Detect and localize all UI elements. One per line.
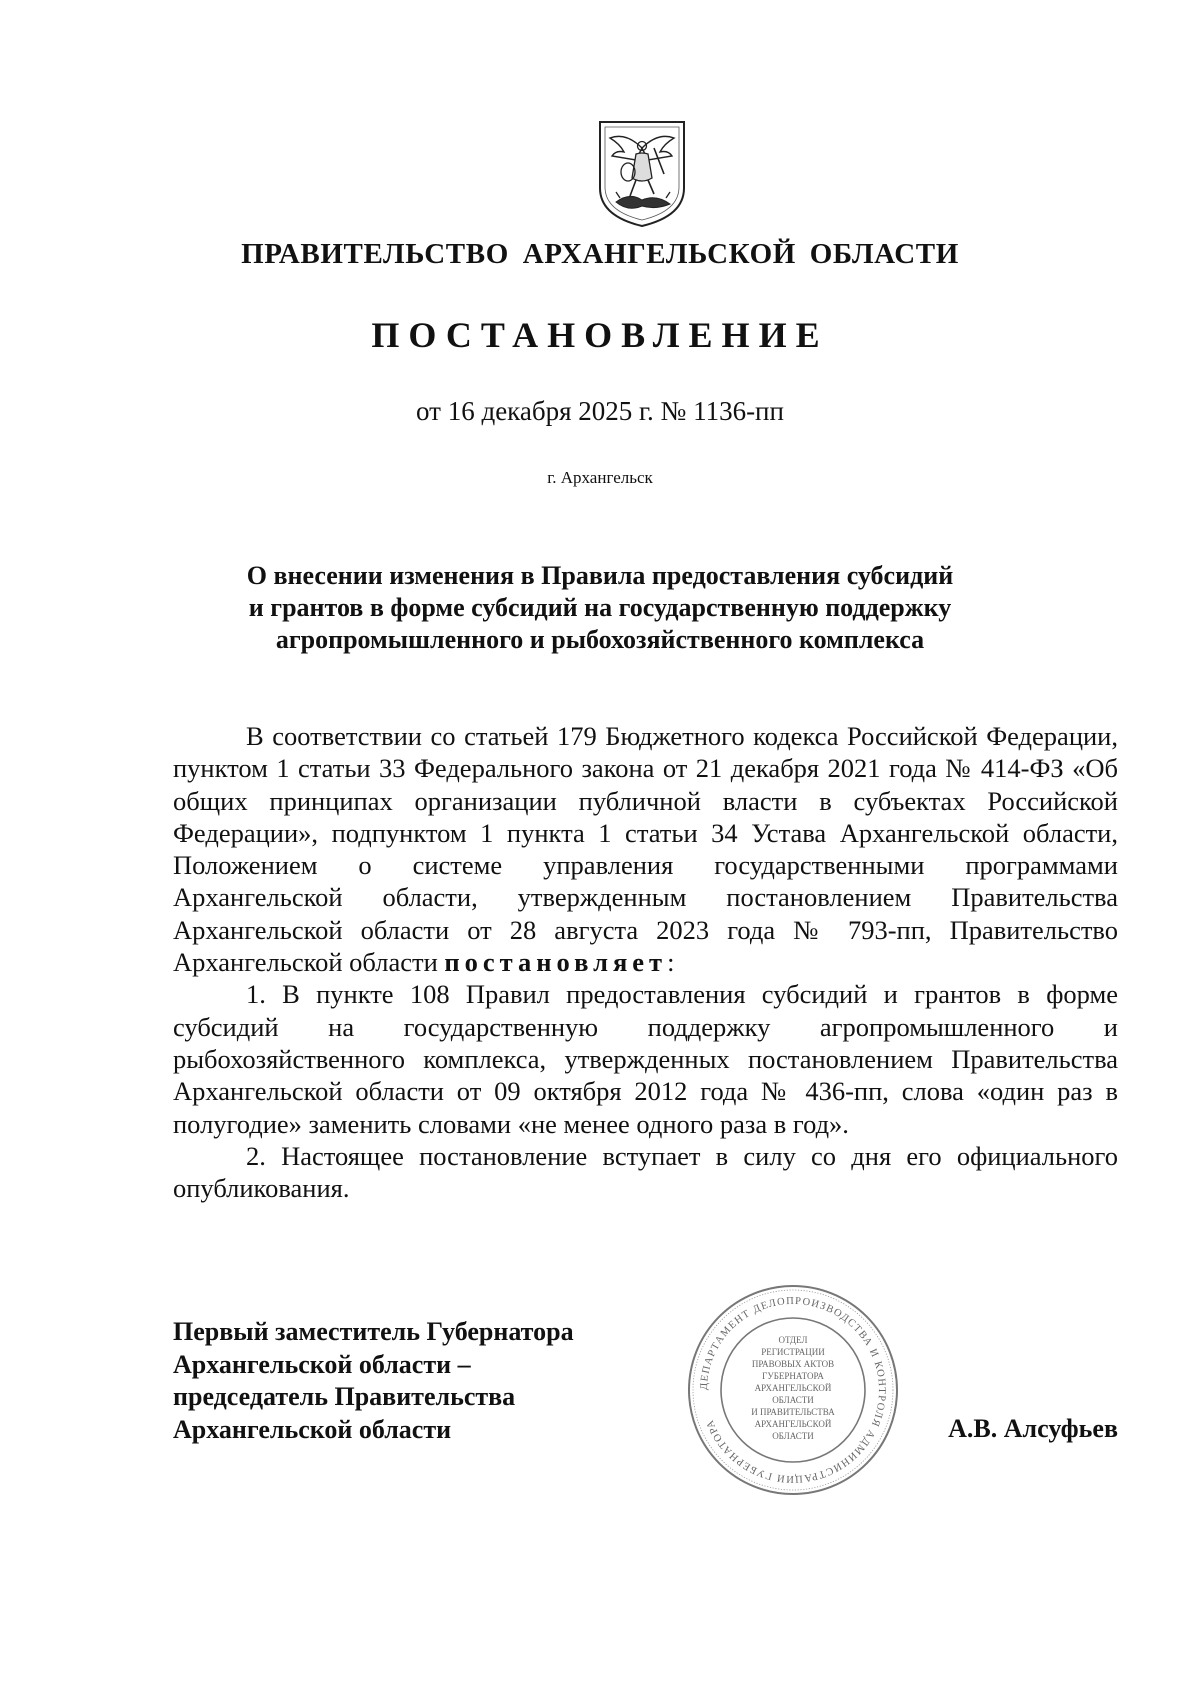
seal-inner-line: АРХАНГЕЛЬСКОЙ — [754, 1383, 832, 1393]
seal-outer-text: ДЕПАРТАМЕНТ ДЕЛОПРОИЗВОДСТВА И КОНТРОЛЯ АДМИНИСТРАЦИИ ГУБЕРНАТОРА — [698, 1295, 888, 1485]
seal-inner-line: ГУБЕРНАТОРА — [762, 1371, 824, 1381]
preamble-text: В соответствии со статьей 179 Бюджетного кодекса Российской Федерации, пунктом 1 статьи 33 Федерального закона от 21 декабря 2021 года № 414-ФЗ «Об общих принципах организации публичной власти в субъектах Российской Федерации», подпунктом 1 пункта 1 статьи 34 Устава Архангельской области, Положением о системе управления государственными программами Архангельской области, утвержденным постановлением Правительства Архангельской области от 28 августа 2023 года № 793-пп, Правительство Архангельской области — [173, 721, 1118, 978]
subject-line: О внесении изменения в Правила предоставления субсидий — [246, 561, 954, 590]
seal-inner-line: И ПРАВИТЕЛЬСТВА — [751, 1407, 835, 1417]
position-line: Архангельской области – — [173, 1349, 471, 1379]
official-seal-icon — [686, 1283, 900, 1497]
position-line: Архангельской области — [173, 1414, 452, 1444]
seal-inner-line: ОБЛАСТИ — [772, 1395, 814, 1405]
seal-inner-line: ОТДЕЛ — [778, 1335, 808, 1345]
preamble-paragraph — [173, 720, 1118, 978]
signatory-position — [173, 1316, 653, 1446]
signatory-name: А.В. Алсуфьев — [948, 1414, 1118, 1443]
government-title: ПРАВИТЕЛЬСТВО АРХАНГЕЛЬСКОЙ ОБЛАСТИ — [241, 238, 959, 270]
item-paragraph-2: 2. Настоящее постановление вступает в силу со дня его официального опубликования. — [173, 1140, 1118, 1204]
position-line: председатель Правительства — [173, 1382, 516, 1411]
coat-of-arms-icon — [596, 118, 688, 230]
document-subject — [150, 560, 1050, 656]
position-line: Первый заместитель Губернатора — [173, 1317, 574, 1346]
item-paragraph-1: 1. В пункте 108 Правил предоставления субсидий и грантов в форме субсидий на государственную поддержку агропромышленного и рыбохозяйственного комплекса, утвержденных постановлением Правительства Архангельской области от 09 октября 2012 года № 436-пп, слова «один раз в полугодие» заменить словами «не менее одного раза в год». — [173, 979, 1118, 1139]
decree-colon: : — [667, 947, 675, 978]
seal-inner-line: РЕГИСТРАЦИИ — [761, 1347, 825, 1357]
document-body — [173, 720, 1118, 1204]
document-city: г. Архангельск — [547, 468, 653, 487]
seal-inner-line: ПРАВОВЫХ АКТОВ — [751, 1359, 835, 1369]
document-type-heading: ПОСТАНОВЛЕНИЕ — [371, 315, 829, 355]
seal-inner-line: ОБЛАСТИ — [772, 1431, 814, 1441]
seal-inner-line: АРХАНГЕЛЬСКОЙ — [754, 1419, 832, 1429]
decree-word: постановляет — [444, 947, 668, 978]
document-date-number: от 16 декабря 2025 г. № 1136-пп — [416, 396, 784, 426]
subject-line: и грантов в форме субсидий на государственную поддержку — [248, 593, 952, 622]
subject-line: агропромышленного и рыбохозяйственного комплекса — [275, 625, 925, 654]
